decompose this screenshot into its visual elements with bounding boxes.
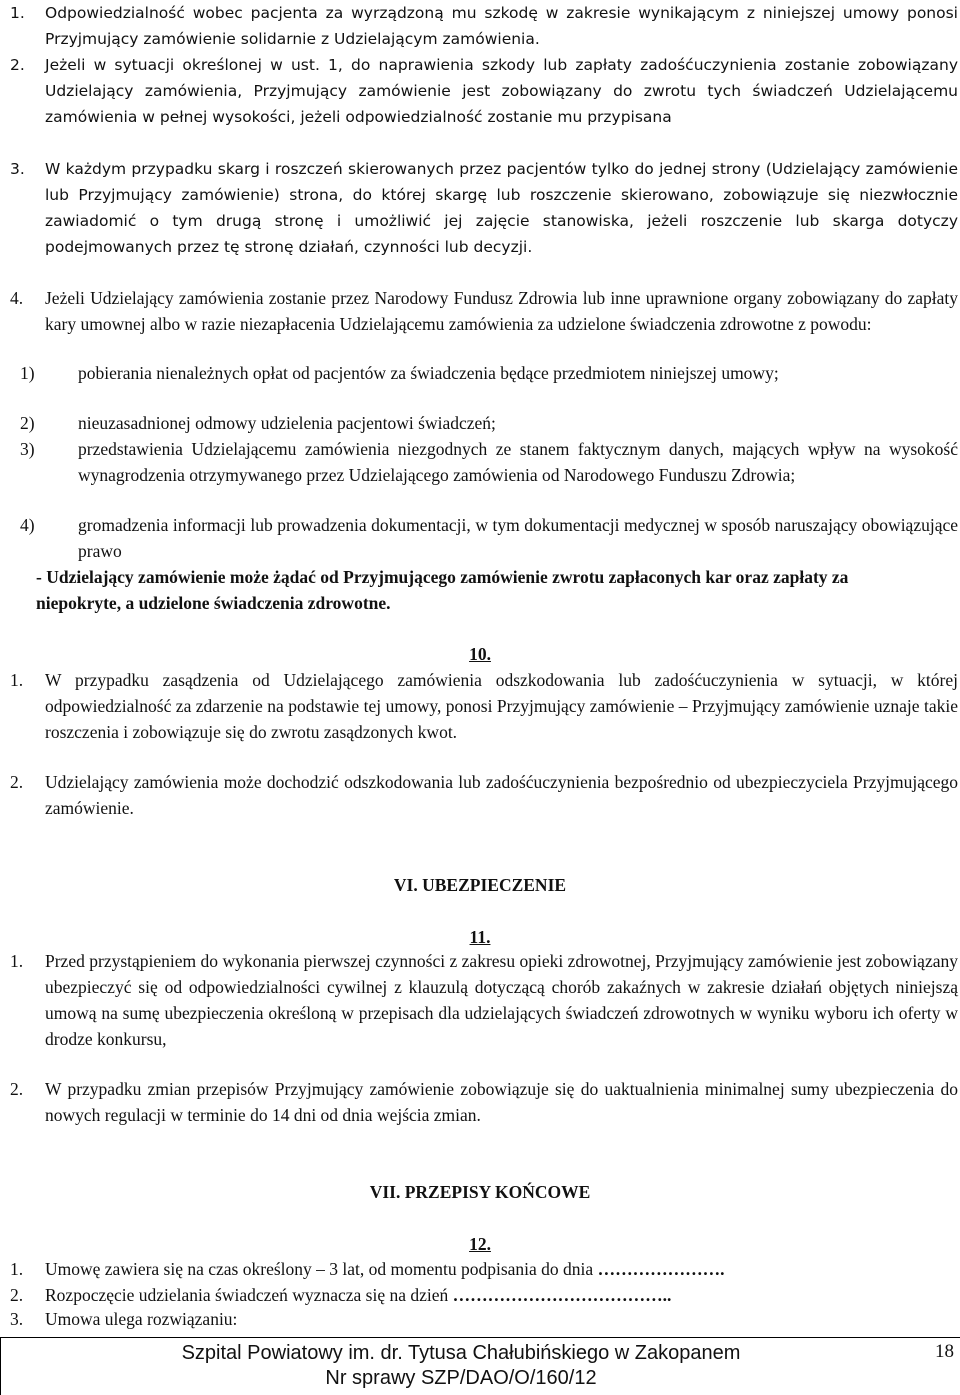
closing-statement: - Udzielający zamówienie może żądać od Przyjmującego zamówienie zwrotu zapłaconych kar oraz zapłaty za niepokryte, a udzielone świadczenia zdrowotne. xyxy=(36,567,849,613)
sub-list-item xyxy=(20,436,958,488)
footer-hospital-name: Szpital Powiatowy im. dr. Tytusa Chałubińskiego w Zakopanem xyxy=(181,1342,741,1364)
item-number: 1. xyxy=(10,951,24,971)
item-text: W przypadku zasądzenia od Udzielającego zamówienia odszkodowania lub zadośćuczynienia w sytuacji, w której odpowiedzialność za zdarzenie na podstawie tej umowy, ponosi Przyjmujący zamówienie – Przyjmujący zamówienie uznaje takie roszczenia i zobowiązuje się do zwrotu zasądzonych kwot. xyxy=(45,670,958,742)
footer-case-number: Nr sprawy SZP/DAO/O/160/12 xyxy=(325,1367,597,1389)
item-text: Odpowiedzialność wobec pacjenta za wyrządzoną mu szkodę w zakresie wynikającym z niniejszej umowy ponosi Przyjmujący zamówienie solidarnie z Udzielającym zamówienia. xyxy=(45,4,958,48)
section-heading: VI. UBEZPIECZENIE xyxy=(393,875,567,895)
paragraph-number: 10. xyxy=(469,644,491,664)
list-item xyxy=(10,52,958,130)
subitem-number: 3) xyxy=(20,439,35,459)
item-text: Udzielający zamówienia może dochodzić odszkodowania lub zadośćuczynienia bezpośrednio od ubezpieczyciela Przyjmującego zamówienie. xyxy=(45,772,958,818)
list-item xyxy=(10,1256,958,1282)
item-number: 2. xyxy=(10,772,24,792)
sub-list-item xyxy=(20,512,958,564)
item-text: W każdym przypadku skarg i roszczeń skierowanych przez pacjentów tylko do jednej strony (Udzielający zamówienie lub Przyjmujący zamówienie) strona, do której skargę lub roszczenie skierowano, zobowiązuje się niezwłocznie zawiadomić o tym drugą stronę i umożliwić jej zajęcie stanowiska, jeżeli roszczenie lub skarga dotyczy podejmowanych przez tę stronę działań, czynności lub decyzji. xyxy=(45,160,958,256)
paragraph-number: 12. xyxy=(469,1234,491,1254)
paragraph-number: 11. xyxy=(469,927,491,947)
item-number: 2. xyxy=(10,1079,24,1099)
item-text: W przypadku zmian przepisów Przyjmujący zamówienie zobowiązuje się do uaktualnienia minimalnej sumy ubezpieczenia do nowych regulacji w terminie do 14 dni od dnia wejścia zmian. xyxy=(45,1079,958,1125)
list-item xyxy=(10,1282,958,1308)
blank-dots: …………………. xyxy=(597,1259,725,1279)
item-text: Umowa ulega rozwiązaniu: xyxy=(45,1309,238,1329)
subitem-text: przedstawienia Udzielającemu zamówienia niezgodnych ze stanem faktycznym danych, mających wpływ na wysokość wynagrodzenia otrzymywanego przez Udzielającego zamówienia od Narodowego Funduszu Zdrowia; xyxy=(78,439,958,485)
list-item xyxy=(10,948,958,1052)
subitem-text: pobierania nienależnych opłat od pacjentów za świadczenia będące przedmiotem niniejszej umowy; xyxy=(78,363,779,383)
item-number: 3. xyxy=(10,160,25,178)
subitem-text: nieuzasadnionej odmowy udzielenia pacjentowi świadczeń; xyxy=(78,413,496,433)
blank-dots: ……………………………….. xyxy=(452,1285,672,1305)
page-number: 18 xyxy=(935,1341,954,1362)
item-number: 3. xyxy=(10,1309,24,1329)
list-item xyxy=(10,667,958,745)
sub-list-item xyxy=(20,410,958,436)
list-item xyxy=(10,156,958,260)
item-text: Rozpoczęcie udzielania świadczeń wyznacza się na dzień xyxy=(45,1285,449,1305)
item-number: 1. xyxy=(10,1259,24,1279)
subitem-text: gromadzenia informacji lub prowadzenia dokumentacji, w tym dokumentacji medycznej w sposób naruszający obowiązujące prawo xyxy=(78,515,958,561)
subitem-number: 2) xyxy=(20,413,35,433)
item-number: 1. xyxy=(10,670,24,690)
list-item xyxy=(10,769,958,821)
item-number: 2. xyxy=(10,56,25,74)
list-item xyxy=(10,285,958,337)
item-number: 4. xyxy=(10,288,24,308)
item-text: Przed przystąpieniem do wykonania pierwszej czynności z zakresu opieki zdrowotnej, Przyjmujący zamówienie jest zobowiązany ubezpieczyć się od odpowiedzialności cywilnej z klauzulą dotyczącą chorób zakaźnych w zakresie działań objętych niniejszą umową na sumę ubezpieczenia określoną w przepisach dla udzielających świadczeń zdrowotnych w wyniku wyboru ich oferty w drodze konkursu, xyxy=(45,951,958,1049)
subitem-number: 1) xyxy=(20,363,35,383)
list-item xyxy=(10,0,958,52)
sub-list-item xyxy=(20,360,958,386)
page-footer xyxy=(0,1337,960,1395)
item-text: Jeżeli Udzielający zamówienia zostanie przez Narodowy Fundusz Zdrowia lub inne uprawnione organy zobowiązany do zapłaty kary umownej albo w razie niezapłacenia Udzielającemu zamówienia za udzielone świadczenia zdrowotne z powodu: xyxy=(45,288,958,334)
list-item xyxy=(10,1306,958,1332)
list-item xyxy=(10,1076,958,1128)
item-text: Jeżeli w sytuacji określonej w ust. 1, do naprawienia szkody lub zapłaty zadośćuczynienia zostanie zobowiązany Udzielający zamówienia, Przyjmujący zamówienie jest zobowiązany do zwrotu tych świadczeń Udzielającemu zamówienia w pełnej wysokości, jeżeli odpowiedzialność zostanie mu przypisana xyxy=(45,56,958,126)
item-number: 1. xyxy=(10,4,25,22)
section-heading: VII. PRZEPISY KOŃCOWE xyxy=(369,1182,591,1202)
subitem-number: 4) xyxy=(20,515,35,535)
item-number: 2. xyxy=(10,1285,24,1305)
item-text: Umowę zawiera się na czas określony – 3 lat, od momentu podpisania do dnia xyxy=(45,1259,594,1279)
